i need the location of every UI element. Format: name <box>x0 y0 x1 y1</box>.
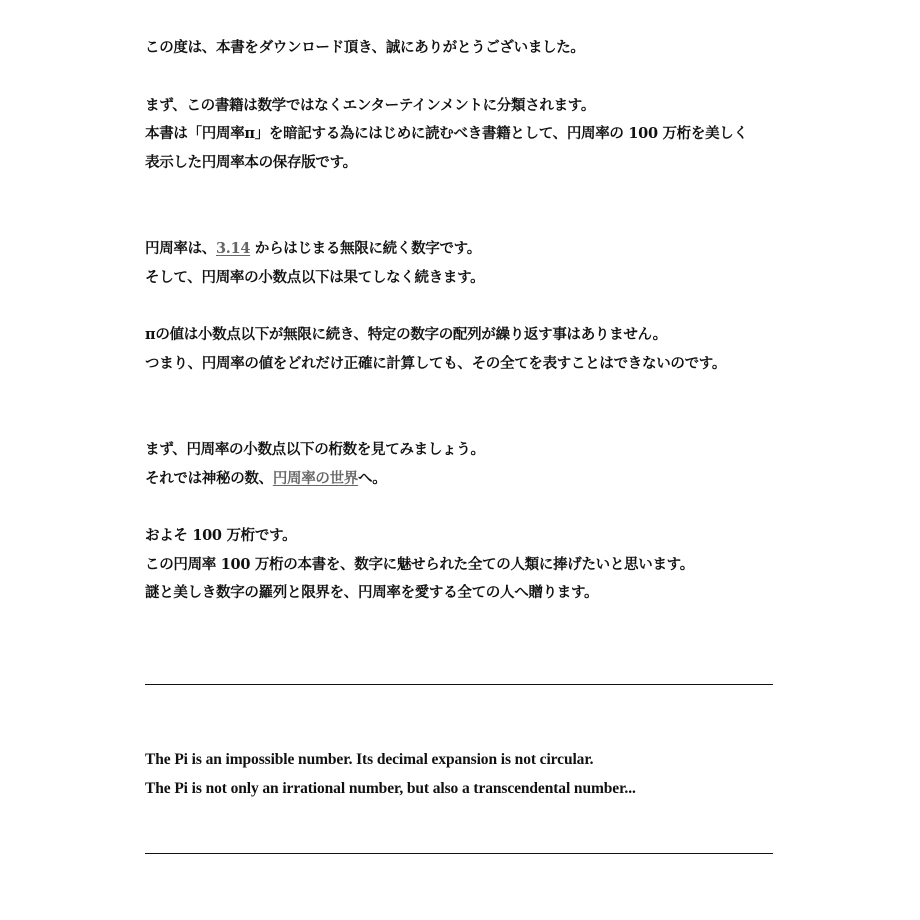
spacer <box>145 292 785 321</box>
divider-bottom <box>145 853 773 854</box>
spacer <box>145 63 785 92</box>
nature-line-1: πの値は小数点以下が無限に続き、特定の数字の配列が繰り返す事はありません。 <box>145 326 667 343</box>
spacer <box>145 177 785 235</box>
definition-line-2: そして、円周率の小数点以下は果てしなく続きます。 <box>145 268 485 286</box>
invite-line-1: まず、円周率の小数点以下の桁数を見てみましょう。 <box>145 441 485 458</box>
invite-line-2 <box>145 465 785 494</box>
divider-top <box>145 684 773 685</box>
invite-prefix: それでは神秘の数、 <box>145 469 273 487</box>
dedication-line-2: この円周率 100 万桁の本書を、数字に魅せられた全ての人類に捧げたいと思います。 <box>145 555 694 573</box>
definition-line-1 <box>145 235 785 264</box>
invite-suffix: へ。 <box>358 469 387 487</box>
about-line-2: 本書は「円周率π」を暗記する為にはじめに読むべき書籍として、円周率の 100 万桁を美しく <box>145 125 748 142</box>
dedication-line-3: 謎と美しき数字の羅列と限界を、円周率を愛する全ての人へ贈ります。 <box>145 584 599 601</box>
pi-value-link[interactable]: 3.14 <box>216 240 251 257</box>
document-body <box>145 34 785 608</box>
pi-world-link[interactable]: 円周率の世界 <box>272 469 359 487</box>
thanks-line: この度は、本書をダウンロード頂き、誠にありがとうございました。 <box>145 39 585 56</box>
english-line-1: The Pi is an impossible number. Its decimal expansion is not circular. <box>145 751 594 768</box>
definition-suffix: からはじまる無限に続く数字です。 <box>250 240 481 257</box>
about-line-1: まず、この書籍は数学ではなくエンターテインメントに分類されます。 <box>145 96 596 114</box>
english-line-2: The Pi is not only an irrational number, but also a transcendental number... <box>145 780 636 797</box>
definition-prefix: 円周率は、 <box>145 240 216 257</box>
nature-line-2: つまり、円周率の値をどれだけ正確に計算しても、その全てを表すことはできないのです。 <box>145 354 727 372</box>
about-line-3: 表示した円周率本の保存版です。 <box>145 153 357 171</box>
spacer <box>145 378 785 436</box>
spacer <box>145 493 785 522</box>
dedication-line-1: およそ 100 万桁です。 <box>145 527 297 544</box>
